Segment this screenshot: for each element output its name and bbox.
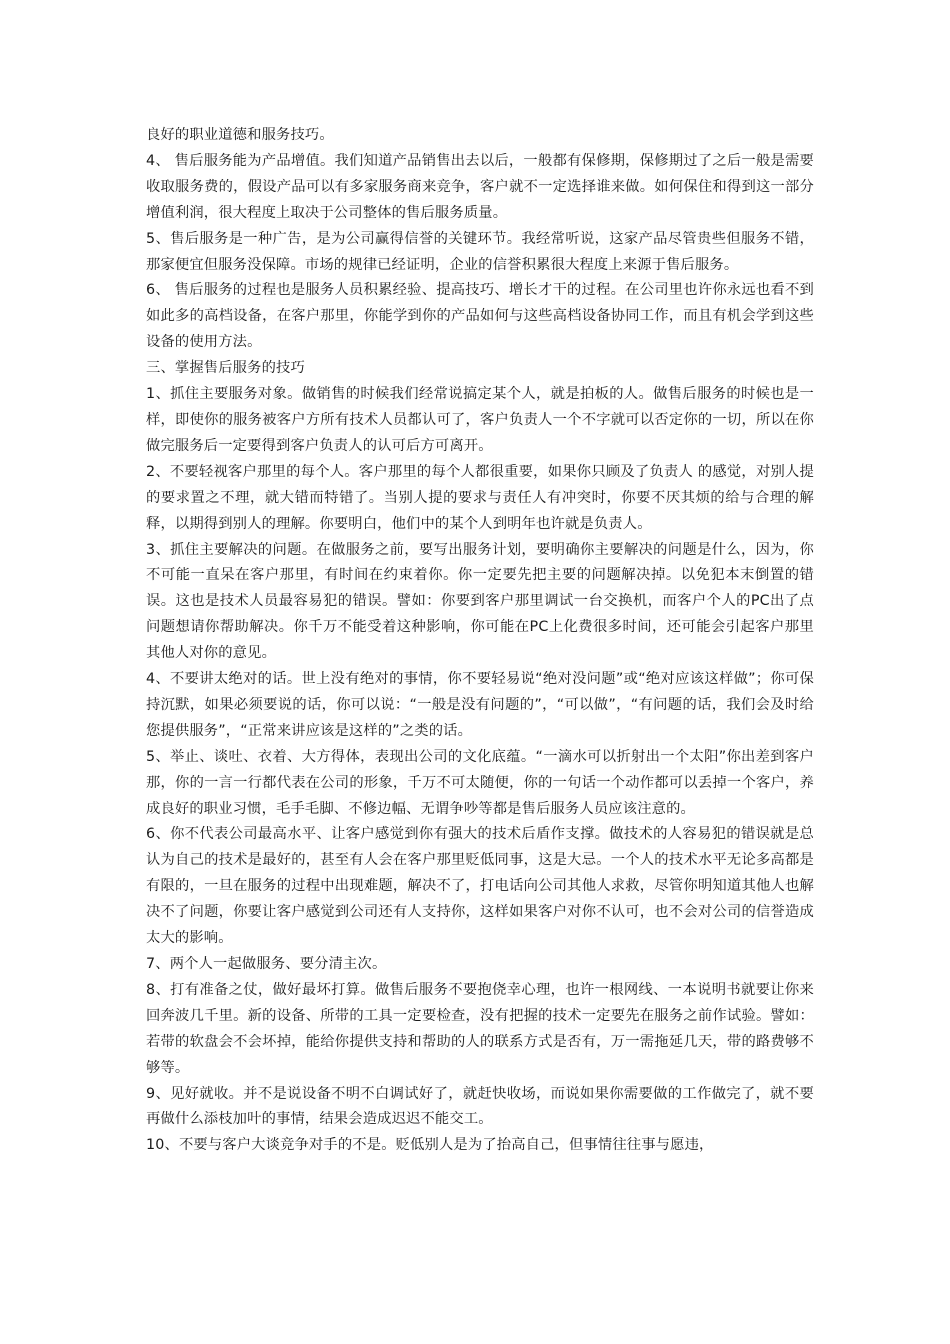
tip-2: 2、不要轻视客户那里的每个人。客户那里的每个人都很重要，如果你只顾及了负责人 的感觉，对别人提的要求置之不理，就大错而特错了。当别人提的要求与责任人有冲突时，你要不厌其烦的给与合理的解释，以期得到别人的理解。你要明白，他们中的某个人到明年也许就是负责人。: [146, 463, 814, 532]
tip-6: 6、你不代表公司最高水平、让客户感觉到你有强大的技术后盾作支撑。做技术的人容易犯的错误就是总认为自己的技术是最好的，甚至有人会在客户那里贬低同事，这是大忌。一个人的技术水平无论多高都是有限的，一旦在服务的过程中出现难题，解决不了，打电话向公司其他人求救，尽管你明知道其他人也解决不了问题，你要让客户感觉到公司还有人支持你，这样如果客户对你不认可，也不会对公司的信誉造成太大的影响。: [146, 826, 814, 947]
tip-5: 5、举止、谈吐、衣着、大方得体，表现出公司的文化底蕴。“一滴水可以折射出一个太阳”你出差到客户那，你的一言一行都代表在公司的形象，千万不可太随便，你的一句话一个动作都可以丢掉一个客户，养成良好的职业习惯，毛手毛脚、不修边幅、无谓争吵等都是售后服务人员应该注意的。: [146, 748, 814, 817]
paragraph-item-5: 5、售后服务是一种广告，是为公司赢得信誉的关键环节。我经常听说，这家产品尽管贵些但服务不错，那家便宜但服务没保障。市场的规律已经证明，企业的信誉积累很大程度上来源于售后服务。: [146, 230, 814, 273]
tip-4: 4、不要讲太绝对的话。世上没有绝对的事情，你不要轻易说“绝对没问题”或“绝对应该这样做”；你可保持沉默，如果必须要说的话，你可以说：“一般是没有问题的”，“可以做”，“有问题的话，我们会及时给您提供服务”，“正常来讲应该是这样的”之类的话。: [146, 671, 814, 739]
tip-10: 10、不要与客户大谈竞争对手的不是。贬低别人是为了抬高自己，但事情往往事与愿违，: [146, 1137, 714, 1154]
paragraph-item-4: 4、 售后服务能为产品增值。我们知道产品销售出去以后，一般都有保修期，保修期过了之后一般是需要收取服务费的，假设产品可以有多家服务商来竞争，客户就不一定选择谁来做。如何保住和得到这一部分增值利润，很大程度上取决于公司整体的售后服务质量。: [146, 152, 814, 221]
tip-3: 3、抓住主要解决的问题。在做服务之前，要写出服务计划，要明确你主要解决的问题是什么，因为，你不可能一直呆在客户那里，有时间在约束着你。你一定要先把主要的问题解决掉。以免犯本末倒置的错误。这也是技术人员最容易犯的错误。譬如：你要到客户那里调试一台交换机，而客户个人的PC出了点问题想请你帮助解决。你千万不能受着这种影响，你可能在PC上化费很多时间，还可能会引起客户那里其他人对你的意见。: [146, 541, 814, 662]
tip-1: 1、抓住主要服务对象。做销售的时候我们经常说搞定某个人，就是拍板的人。做售后服务的时候也是一样，即使你的服务被客户方所有技术人员都认可了，客户负责人一个不字就可以否定你的一切，所以在你做完服务后一定要得到客户负责人的认可后方可离开。: [146, 386, 814, 454]
paragraph-item-6: 6、 售后服务的过程也是服务人员积累经验、提高技巧、增长才干的过程。在公司里也许你永远也看不到如此多的高档设备，在客户那里，你能学到你的产品如何与这些高档设备协同工作，而且有机会学到这些设备的使用方法。: [146, 282, 814, 351]
tip-7: 7、两个人一起做服务、要分清主次。: [146, 956, 387, 972]
section-heading: 三、掌握售后服务的技巧: [146, 360, 305, 377]
paragraph-continuation: 良好的职业道德和服务技巧。: [146, 127, 334, 143]
tip-8: 8、打有准备之仗，做好最坏打算。做售后服务不要抱侥幸心理，也许一根网线、一本说明书就要让你来回奔波几千里。新的设备、所带的工具一定要检查，没有把握的技术一定要先在服务之前作试验。譬如：若带的软盘会不会坏掉，能给你提供支持和帮助的人的联系方式是否有，万一需拖延几天，带的路费够不够等。: [146, 981, 814, 1076]
document-body: [146, 123, 814, 1159]
tip-9: 9、见好就收。并不是说设备不明不白调试好了，就赶快收场，而说如果你需要做的工作做完了，就不要再做什么添枝加叶的事情，结果会造成迟迟不能交工。: [146, 1085, 814, 1128]
